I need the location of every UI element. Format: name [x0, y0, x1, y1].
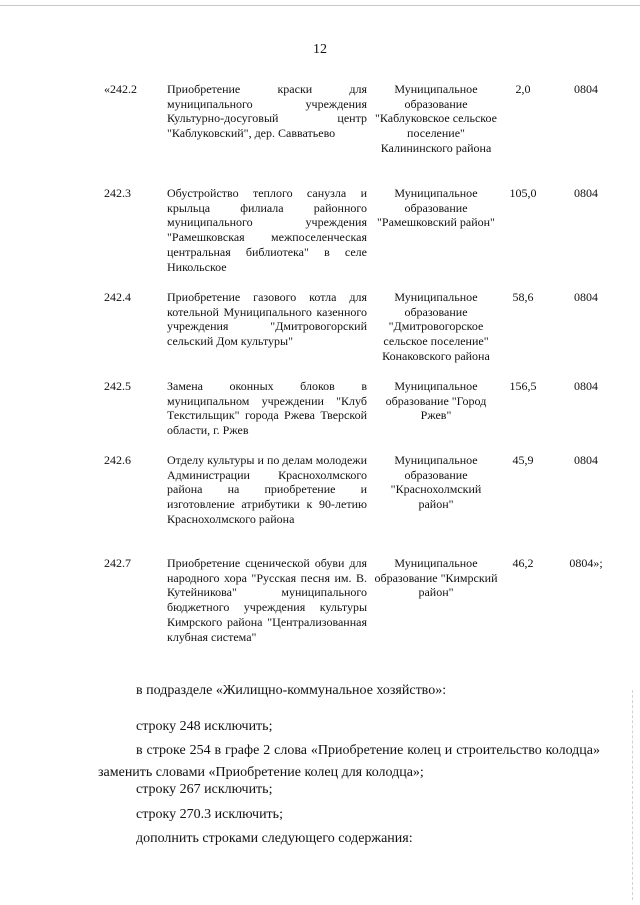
row-code: 0804 [574, 453, 598, 467]
row-number: «242.2 [104, 82, 137, 96]
row-amount: 58,6 [512, 290, 534, 304]
row-recipient: Муниципальное образование "Каблуковское сельское поселение" Калининского района [375, 82, 497, 155]
row-code: 0804 [574, 379, 598, 393]
row-recipient: Муниципальное образование "Кимрский район" [374, 556, 498, 600]
row-description: Приобретение газового котла для котельной Муниципального казенного учреждения "Дмитровогорский сельский Дом культуры" [167, 290, 367, 349]
row-recipient: Муниципальное образование "Город Ржев" [385, 379, 487, 423]
paragraph: дополнить строками следующего содержания: [136, 831, 413, 846]
row-number: 242.7 [104, 556, 131, 570]
row-code: 0804 [574, 82, 598, 96]
row-code: 0804 [574, 290, 598, 304]
row-amount: 105,0 [509, 186, 537, 200]
row-description: Приобретение краски для муниципального учреждения Культурно-досуговый центр "Каблуковский", дер. Савватьево [167, 82, 367, 141]
row-number: 242.5 [104, 379, 131, 393]
row-number: 242.6 [104, 453, 131, 467]
row-amount: 2,0 [515, 82, 531, 96]
paragraph: в строке 254 в графе 2 слова «Приобретение колец и строительство колодца» заменить словами «Приобретение колец для колодца»; [98, 743, 600, 780]
scan-top-edge-line [0, 5, 640, 6]
paragraph: строку 248 исключить; [136, 719, 273, 734]
row-recipient: Муниципальное образование "Рамешковский район" [377, 186, 495, 230]
row-amount: 156,5 [509, 379, 537, 393]
row-number: 242.4 [104, 290, 131, 304]
row-amount: 45,9 [512, 453, 534, 467]
page-number: 12 [313, 42, 327, 57]
scan-right-edge-artifact [632, 690, 633, 900]
row-amount: 46,2 [512, 556, 534, 570]
row-recipient: Муниципальное образование "Краснохолмский район" [390, 453, 482, 512]
row-code: 0804»; [569, 556, 603, 570]
row-number: 242.3 [104, 186, 131, 200]
row-description: Обустройство теплого санузла и крыльца филиала районного муниципального учреждения "Рамешковская межпоселенческая центральная библиотека" в селе Никольское [167, 186, 367, 274]
paragraph: в подразделе «Жилищно-коммунальное хозяйство»: [136, 683, 447, 698]
paragraph: строку 270.3 исключить; [136, 807, 283, 822]
row-code: 0804 [574, 186, 598, 200]
row-description: Замена оконных блоков в муниципальном учреждении "Клуб Текстильщик" города Ржева Тверской области, г. Ржев [167, 379, 367, 438]
paragraph: строку 267 исключить; [136, 782, 273, 797]
row-description: Приобретение сценической обуви для народного хора "Русская песня им. В. Кутейникова" муниципального бюджетного учреждения культуры Кимрского района "Централизованная клубная система" [167, 556, 367, 644]
row-recipient: Муниципальное образование "Дмитровогорское сельское поселение" Конаковского района [382, 290, 490, 363]
row-description: Отделу культуры и по делам молодежи Администрации Краснохолмского района на приобретение и изготовление атрибутики к 90-летию Краснохолмского района [167, 453, 367, 526]
